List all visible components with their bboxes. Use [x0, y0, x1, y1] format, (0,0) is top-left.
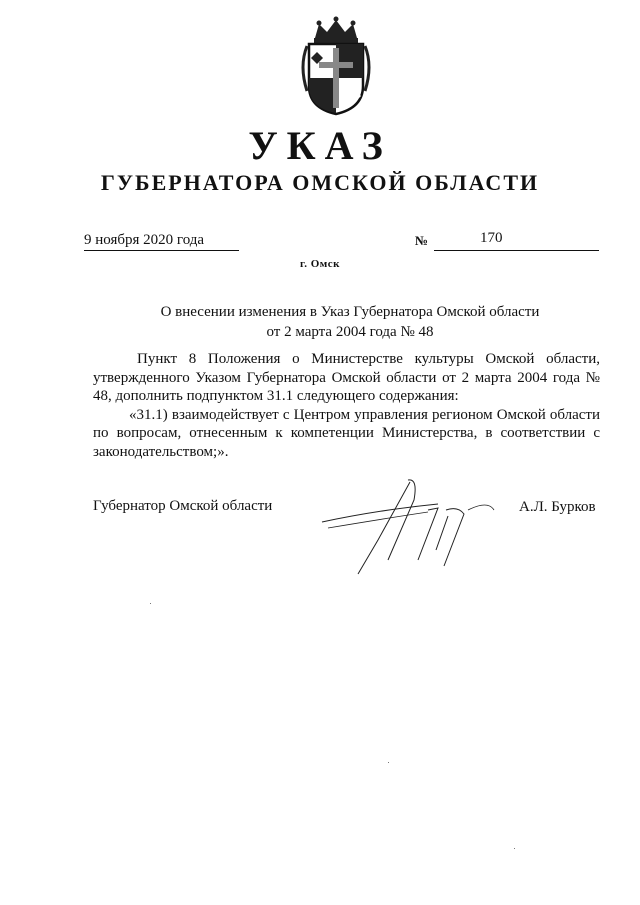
coat-of-arms-icon: [297, 16, 375, 116]
body-paragraph-2: «31.1) взаимодействует с Центром управления регионом Омской области по вопросам, отнесенным к компетенции Министерства, в соответствии с законодательством;».: [93, 406, 600, 460]
signature-icon: [318, 470, 508, 580]
signer-name: А.Л. Бурков: [519, 499, 596, 515]
number-underline: [434, 232, 599, 251]
document-subtitle: ГУБЕРНАТОРА ОМСКОЙ ОБЛАСТИ: [100, 170, 540, 195]
scan-speck: [150, 603, 151, 604]
document-title: УКАЗ: [248, 123, 392, 168]
number-mark: №: [415, 233, 429, 248]
scan-speck: [388, 762, 389, 763]
signer-position: Губернатор Омской области: [93, 498, 273, 514]
body-paragraph-1: Пункт 8 Положения о Министерстве культуры Омской области, утвержденного Указом Губернатора Омской области от 2 марта 2004 года № 48, дополнить подпунктом 31.1 следующего содержания:: [93, 351, 600, 404]
heading-line-1: О внесении изменения в Указ Губернатора Омской области: [160, 304, 540, 320]
document-date: 9 ноября 2020 года: [84, 232, 239, 251]
heading-line-2: от 2 марта 2004 года № 48: [266, 324, 434, 340]
document-heading: [0, 302, 640, 342]
document-number: 170: [480, 230, 503, 246]
document-city: г. Омск: [299, 258, 341, 270]
scan-speck: [514, 848, 515, 849]
document-body: [93, 350, 600, 461]
